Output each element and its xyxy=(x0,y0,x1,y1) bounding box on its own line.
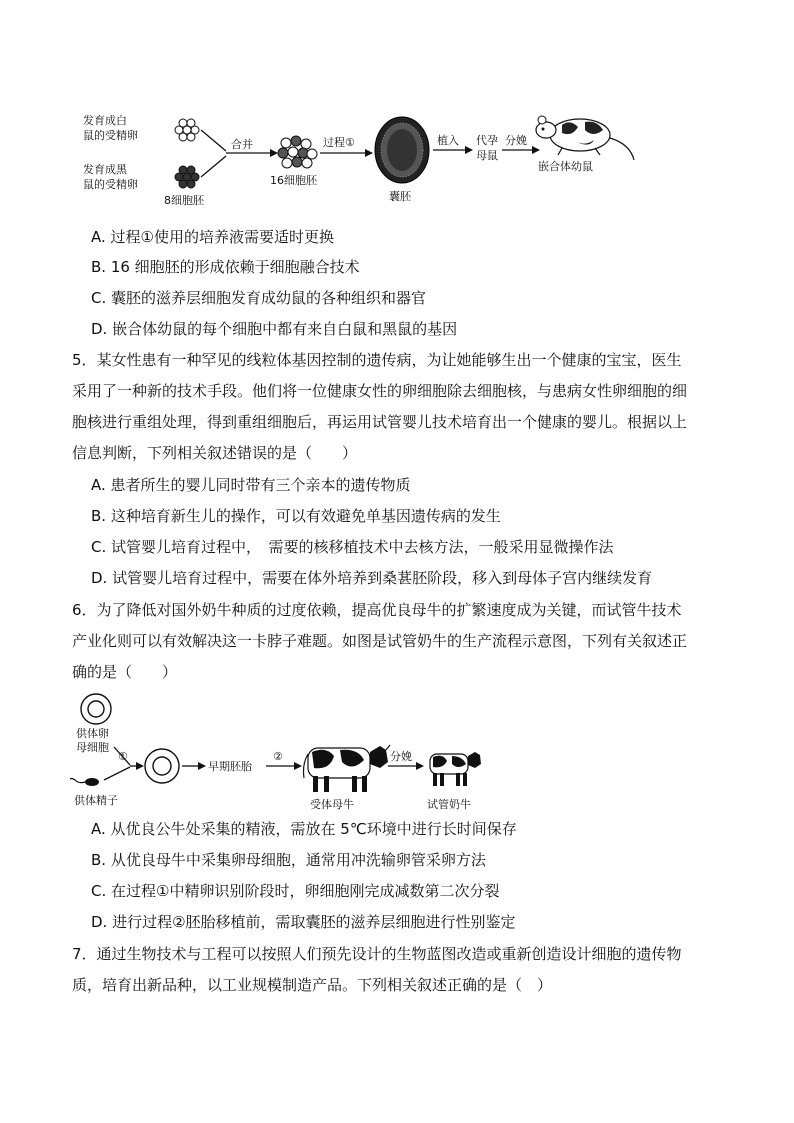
label-oocyte-2: 母细胞 xyxy=(76,741,109,754)
black-embryo-icon xyxy=(175,166,199,188)
q5-option-a: A. 患者所生的婴儿同时带有三个亲本的遗传物质 xyxy=(91,476,411,494)
label-step1: ① xyxy=(118,750,128,763)
recipient-cow-icon xyxy=(304,745,391,792)
process1-arrowhead-icon xyxy=(365,149,373,157)
q5-stem-line-1: 5．某女性患有一种罕见的线粒体基因控制的遗传病，为让她能够生出一个健康的宝宝，医生 xyxy=(72,351,682,369)
label-early-embryo: 早期胚胎 xyxy=(208,760,252,773)
label-process1: 过程① xyxy=(323,136,355,149)
test-tube-calf-icon xyxy=(430,752,481,786)
to-embryo-arrowhead-icon xyxy=(198,762,206,770)
label-black-2: 鼠的受精卵 xyxy=(83,178,138,191)
label-white-2: 鼠的受精卵 xyxy=(83,129,138,142)
label-black-1: 发育成黑 xyxy=(83,163,127,176)
q6-stem-line-1: 6．为了降低对国外奶牛种质的过度依赖，提高优良母牛的扩繁速度成为关键，而试管牛技术 xyxy=(72,601,682,619)
label-recipient: 受体母牛 xyxy=(310,798,354,811)
q6-option-d: D. 进行过程②胚胎移植前，需取囊胚的滋养层细胞进行性别鉴定 xyxy=(91,913,516,931)
label-16cell: 16细胞胚 xyxy=(270,174,317,187)
q5-option-c: C. 试管婴儿培育过程中， 需要的核移植技术中去核方法，一般采用显微操作法 xyxy=(91,538,614,556)
q4-option-d: D. 嵌合体幼鼠的每个细胞中都有来自白鼠和黑鼠的基因 xyxy=(91,320,458,338)
label-oocyte-1: 供体卵 xyxy=(76,727,109,740)
q5-option-d: D. 试管婴儿培育过程中，需要在体外培养到桑葚胚阶段，移入到母体子宫内继续发育 xyxy=(91,569,653,587)
label-white-1: 发育成白 xyxy=(83,114,127,127)
blastocyst-icon xyxy=(375,117,429,183)
chimera-mouse-icon xyxy=(536,116,634,160)
label-test-tube-cow: 试管奶牛 xyxy=(427,798,471,811)
label-chimera: 嵌合体幼鼠 xyxy=(538,160,593,173)
zygote-icon xyxy=(145,749,179,783)
implant-arrowhead-icon xyxy=(465,146,473,154)
sperm-icon xyxy=(70,778,99,786)
q5-option-b: B. 这种培育新生儿的操作，可以有效避免单基因遗传病的发生 xyxy=(91,507,501,525)
chimera-mouse-diagram xyxy=(80,108,640,208)
oocyte-icon xyxy=(81,694,111,724)
white-embryo-icon xyxy=(175,119,199,141)
label-8cell: 8细胞胚 xyxy=(164,194,204,207)
label-merge: 合并 xyxy=(231,138,253,151)
fertilization-arrowhead-icon xyxy=(136,762,144,770)
label-sperm: 供体精子 xyxy=(74,794,118,807)
q4-option-b: B. 16 细胞胚的形成依赖于细胞融合技术 xyxy=(91,258,360,276)
test-tube-cow-diagram xyxy=(70,690,500,812)
merge-arrowhead-icon xyxy=(270,149,278,157)
label-birth: 分娩 xyxy=(390,750,412,763)
label-implant: 植入 xyxy=(437,134,459,147)
q6-option-b: B. 从优良母牛中采集卵母细胞，通常用冲洗输卵管采卵方法 xyxy=(91,851,486,869)
q6-option-c: C. 在过程①中精卵识别阶段时，卵细胞刚完成减数第二次分裂 xyxy=(91,882,500,900)
q5-stem-line-2: 采用了一种新的技术手段。他们将一位健康女性的卵细胞除去细胞核，与患病女性卵细胞的细 xyxy=(72,382,688,400)
transfer-arrowhead-icon xyxy=(294,762,302,770)
q6-option-a: A. 从优良公牛处采集的精液，需放在 5℃环境中进行长时间保存 xyxy=(91,820,517,838)
q4-option-c: C. 囊胚的滋养层细胞发育成幼鼠的各种组织和器官 xyxy=(91,289,427,307)
q7-stem-line-1: 7．通过生物技术与工程可以按照人们预先设计的生物蓝图改造或重新创造设计细胞的遗传物 xyxy=(72,945,682,963)
label-birth: 分娩 xyxy=(505,134,527,147)
birth-arrowhead-icon xyxy=(532,146,540,154)
q6-stem-line-2: 产业化则可以有效解决这一卡脖子难题。如图是试管奶牛的生产流程示意图，下列有关叙述正 xyxy=(72,632,688,650)
q5-stem-line-3: 胞核进行重组处理，得到重组细胞后，再运用试管婴儿技术培育出一个健康的婴儿。根据以上 xyxy=(72,413,688,431)
label-blastocyst: 囊胚 xyxy=(389,190,411,203)
q6-stem-line-3: 确的是（ ） xyxy=(72,663,178,681)
q5-stem-line-4: 信息判断，下列相关叙述错误的是（ ） xyxy=(72,444,358,462)
q7-stem-line-2: 质，培育出新品种，以工业规模制造产品。下列相关叙述正确的是（ ） xyxy=(72,976,553,994)
calving-arrowhead-icon xyxy=(416,762,424,770)
label-surrogate-1: 代孕 xyxy=(476,134,498,147)
q4-option-a: A. 过程①使用的培养液需要适时更换 xyxy=(91,228,334,246)
label-step2: ② xyxy=(273,750,283,763)
sixteen-cell-embryo-icon xyxy=(278,136,317,168)
label-surrogate-2: 母鼠 xyxy=(476,149,498,162)
